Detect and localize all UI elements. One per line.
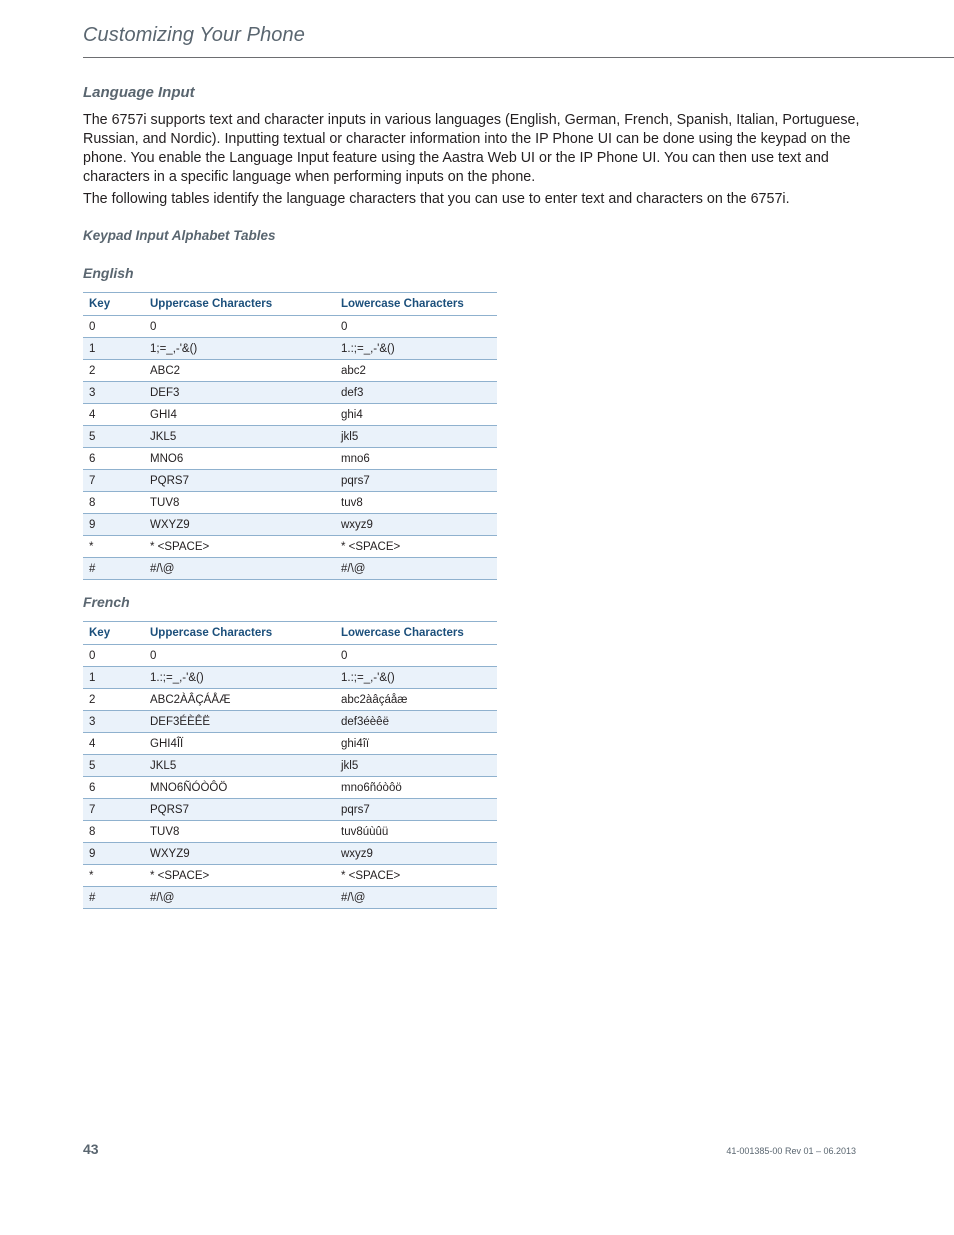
cell-key: 8 (83, 492, 144, 514)
cell-key: 0 (83, 316, 144, 338)
cell-lowercase: wxyz9 (335, 843, 497, 865)
table-header-row (83, 622, 497, 645)
table-row (83, 514, 497, 536)
cell-lowercase: 0 (335, 316, 497, 338)
cell-key: 3 (83, 711, 144, 733)
cell-key: 8 (83, 821, 144, 843)
table-row (83, 492, 497, 514)
table-row (83, 404, 497, 426)
cell-uppercase: 0 (144, 645, 335, 667)
cell-key: 6 (83, 448, 144, 470)
table-row (83, 360, 497, 382)
page-header-title: Customizing Your Phone (83, 24, 305, 46)
french-keypad-table (83, 621, 497, 909)
cell-uppercase: 1;=_,-'&() (144, 338, 335, 360)
french-table-title: French (83, 594, 130, 610)
column-header-uppercase: Uppercase Characters (144, 293, 335, 316)
table-row (83, 755, 497, 777)
table-row (83, 887, 497, 909)
cell-uppercase: DEF3ÉÈÊË (144, 711, 335, 733)
cell-uppercase: 1.:;=_,-'&() (144, 667, 335, 689)
cell-lowercase: ghi4 (335, 404, 497, 426)
cell-uppercase: GHI4 (144, 404, 335, 426)
table-row (83, 536, 497, 558)
cell-uppercase: #/\@ (144, 887, 335, 909)
english-keypad-table (83, 292, 497, 580)
cell-key: 1 (83, 667, 144, 689)
cell-uppercase: JKL5 (144, 755, 335, 777)
cell-uppercase: ABC2 (144, 360, 335, 382)
cell-key: * (83, 536, 144, 558)
table-row (83, 667, 497, 689)
cell-key: 2 (83, 689, 144, 711)
table-row (83, 645, 497, 667)
cell-key: 3 (83, 382, 144, 404)
document-id: 41-001385-00 Rev 01 – 06.2013 (726, 1146, 856, 1156)
cell-uppercase: GHI4ÎÏ (144, 733, 335, 755)
section-title: Language Input (83, 84, 195, 101)
cell-key: 2 (83, 360, 144, 382)
cell-uppercase: TUV8 (144, 492, 335, 514)
cell-key: * (83, 865, 144, 887)
table-header-row (83, 293, 497, 316)
table-row (83, 338, 497, 360)
cell-uppercase: JKL5 (144, 426, 335, 448)
subsection-title: Keypad Input Alphabet Tables (83, 228, 276, 243)
table-row (83, 843, 497, 865)
cell-uppercase: MNO6 (144, 448, 335, 470)
cell-lowercase: * <SPACE> (335, 865, 497, 887)
table-row (83, 689, 497, 711)
table-row (83, 316, 497, 338)
cell-uppercase: WXYZ9 (144, 514, 335, 536)
cell-key: 7 (83, 799, 144, 821)
table-row (83, 733, 497, 755)
cell-key: 5 (83, 755, 144, 777)
cell-key: 6 (83, 777, 144, 799)
cell-uppercase: PQRS7 (144, 470, 335, 492)
table-row (83, 777, 497, 799)
english-table-title: English (83, 265, 134, 281)
cell-uppercase: 0 (144, 316, 335, 338)
cell-uppercase: DEF3 (144, 382, 335, 404)
cell-lowercase: tuv8úùûü (335, 821, 497, 843)
table-row (83, 382, 497, 404)
cell-key: 7 (83, 470, 144, 492)
cell-uppercase: * <SPACE> (144, 536, 335, 558)
cell-key: # (83, 887, 144, 909)
cell-lowercase: pqrs7 (335, 470, 497, 492)
cell-key: 5 (83, 426, 144, 448)
header-divider (83, 57, 954, 58)
cell-uppercase: #/\@ (144, 558, 335, 580)
cell-lowercase: def3éèêë (335, 711, 497, 733)
cell-lowercase: abc2 (335, 360, 497, 382)
tables-intro-paragraph: The following tables identify the language characters that you can use to enter text and characters on the 6757i. (83, 191, 790, 207)
table-row (83, 865, 497, 887)
column-header-uppercase: Uppercase Characters (144, 622, 335, 645)
column-header-key: Key (83, 293, 144, 316)
cell-uppercase: MNO6ÑÓÒÔÖ (144, 777, 335, 799)
cell-uppercase: * <SPACE> (144, 865, 335, 887)
cell-uppercase: WXYZ9 (144, 843, 335, 865)
cell-key: 0 (83, 645, 144, 667)
cell-key: 4 (83, 404, 144, 426)
table-row (83, 799, 497, 821)
cell-lowercase: * <SPACE> (335, 536, 497, 558)
table-row (83, 821, 497, 843)
cell-lowercase: pqrs7 (335, 799, 497, 821)
cell-lowercase: def3 (335, 382, 497, 404)
cell-lowercase: 0 (335, 645, 497, 667)
cell-lowercase: 1.:;=_,-'&() (335, 338, 497, 360)
table-row (83, 426, 497, 448)
column-header-key: Key (83, 622, 144, 645)
cell-lowercase: ghi4îï (335, 733, 497, 755)
cell-lowercase: mno6ñóòôö (335, 777, 497, 799)
cell-lowercase: tuv8 (335, 492, 497, 514)
cell-lowercase: 1.:;=_,-'&() (335, 667, 497, 689)
cell-key: # (83, 558, 144, 580)
table-row (83, 711, 497, 733)
table-row (83, 448, 497, 470)
page-number: 43 (83, 1141, 99, 1157)
cell-key: 4 (83, 733, 144, 755)
table-row (83, 470, 497, 492)
table-row (83, 558, 497, 580)
cell-lowercase: abc2àâçáåæ (335, 689, 497, 711)
cell-uppercase: ABC2ÀÂÇÁÅÆ (144, 689, 335, 711)
cell-uppercase: TUV8 (144, 821, 335, 843)
column-header-lowercase: Lowercase Characters (335, 293, 497, 316)
cell-lowercase: jkl5 (335, 426, 497, 448)
intro-paragraph: The 6757i supports text and character inputs in various languages (English, German, French, Spanish, Italian, Portuguese, Russian, and Nordic). Inputting textual or character information into the IP Phone UI can be done using the keypad on the phone. You enable the Language Input feature using the Aastra Web UI or the IP Phone UI. You can then use text and characters in a specific language when performing inputs on the phone. (83, 112, 860, 185)
cell-key: 9 (83, 843, 144, 865)
cell-key: 9 (83, 514, 144, 536)
cell-lowercase: jkl5 (335, 755, 497, 777)
cell-lowercase: wxyz9 (335, 514, 497, 536)
cell-lowercase: mno6 (335, 448, 497, 470)
cell-key: 1 (83, 338, 144, 360)
cell-lowercase: #/\@ (335, 887, 497, 909)
column-header-lowercase: Lowercase Characters (335, 622, 497, 645)
cell-lowercase: #/\@ (335, 558, 497, 580)
cell-uppercase: PQRS7 (144, 799, 335, 821)
